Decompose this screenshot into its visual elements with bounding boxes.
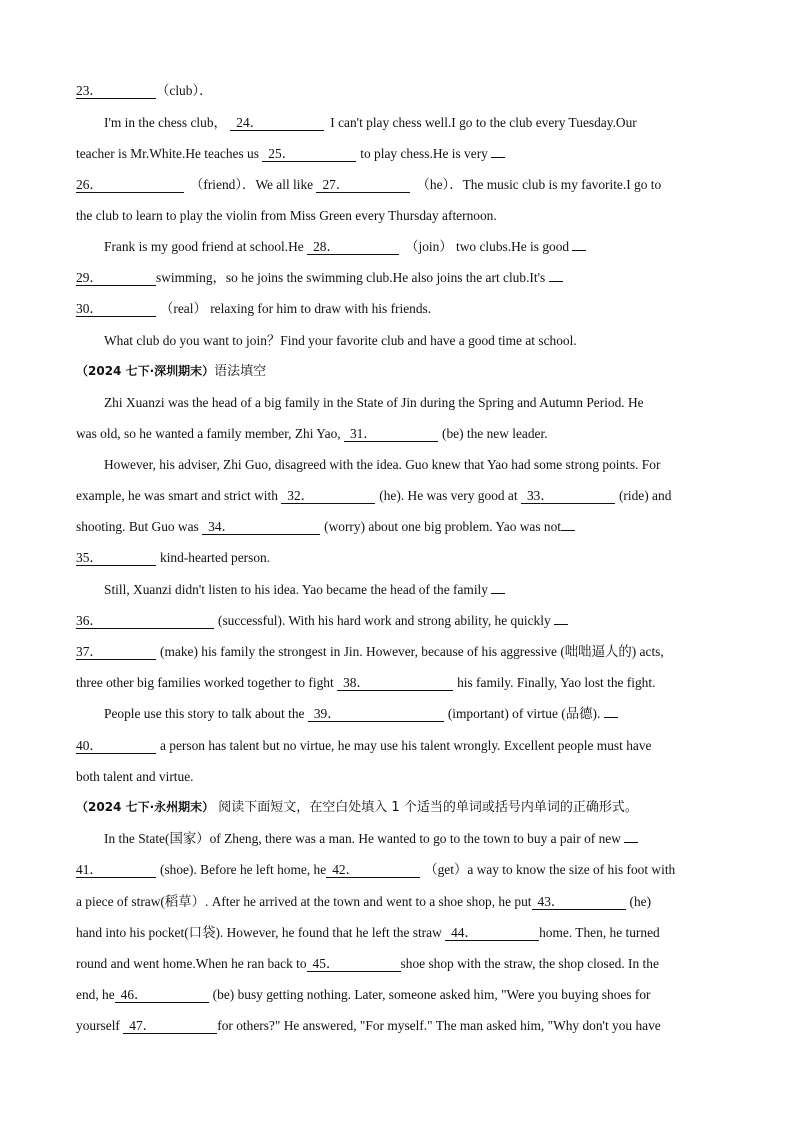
text-line: 36． (successful). With his hard work and strong ability, he quickly: [76, 605, 718, 636]
blank-continuation: [491, 581, 505, 594]
answer-blank-29[interactable]: 29．: [76, 270, 156, 286]
text-line: end, he 46． (be) busy getting nothing. Later, someone asked him, "Were you buying shoes for: [76, 987, 651, 1002]
answer-blank-40[interactable]: 40．: [76, 738, 156, 754]
text-line: 23． （club）．: [76, 83, 213, 98]
answer-blank-28[interactable]: 28．: [307, 239, 399, 255]
text-line: was old, so he wanted a family member, Zhi Yao, 31． (be) the new leader.: [76, 426, 548, 441]
blank-continuation: [554, 612, 568, 625]
text-line: In the State(国家）of Zheng, there was a man. He wanted to go to the town to buy a pair of new: [104, 823, 718, 854]
answer-blank-46[interactable]: 46．: [115, 987, 209, 1003]
blank-continuation: [604, 705, 618, 718]
answer-blank-24[interactable]: 24．: [230, 115, 324, 131]
text-line: Zhi Xuanzi was the head of a big family in the State of Jin during the Spring and Autumn Period. He: [104, 395, 644, 410]
answer-blank-41[interactable]: 41．: [76, 862, 156, 878]
text-line: However, his adviser, Zhi Guo, disagreed with the idea. Guo knew that Yao had some strong points. For: [104, 457, 661, 472]
answer-blank-45[interactable]: 45．: [307, 956, 401, 972]
text-line: hand into his pocket(口袋). However, he found that he left the straw 44． home. Then, he turned: [76, 925, 660, 940]
blank-continuation: [572, 238, 586, 251]
blank-continuation: [561, 518, 575, 531]
section-heading: （2024 七下·深圳期末）语法填空: [76, 364, 267, 379]
answer-blank-32[interactable]: 32．: [281, 488, 375, 504]
answer-blank-44[interactable]: 44．: [445, 925, 539, 941]
text-line: a piece of straw(稻草）. After he arrived at the town and went to a shoe shop, he put 43． (he): [76, 894, 652, 909]
text-line: 29． swimming，so he joins the swimming club.He also joins the art club.It's: [76, 262, 718, 293]
answer-blank-37[interactable]: 37．: [76, 644, 156, 660]
text-line: yourself 47． for others?" He answered, "For myself." The man asked him, "Why don't you have: [76, 1018, 661, 1033]
text-line: 26． （friend）．We all like 27． （he）．The music club is my favorite.I go to: [76, 177, 662, 192]
answer-blank-43[interactable]: 43．: [532, 894, 626, 910]
section-heading: （2024 七下·永州期末） 阅读下面短文，在空白处填入 1 个适当的单词或括号内单词的正确形式。: [76, 800, 638, 815]
answer-blank-23[interactable]: 23．: [76, 83, 156, 99]
text-line: both talent and virtue.: [76, 769, 194, 784]
answer-blank-31[interactable]: 31．: [344, 426, 438, 442]
blank-continuation: [624, 830, 638, 843]
text-line: 30． （real） relaxing for him to draw with his friends.: [76, 301, 432, 316]
text-line: 41． (shoe). Before he left home, he 42． （get）a way to know the size of his foot with: [76, 862, 676, 877]
answer-blank-38[interactable]: 38．: [337, 675, 453, 691]
answer-blank-35[interactable]: 35．: [76, 550, 156, 566]
answer-blank-30[interactable]: 30．: [76, 301, 156, 317]
text-line: shooting. But Guo was 34． (worry) about one big problem. Yao was not: [76, 511, 718, 542]
answer-blank-47[interactable]: 47．: [123, 1018, 217, 1034]
text-line: example, he was smart and strict with 32． (he). He was very good at 33． (ride) and: [76, 488, 672, 503]
text-line: 37． (make) his family the strongest in Jin. However, because of his aggressive (咄咄逼人的) acts,: [76, 644, 664, 659]
text-line: Frank is my good friend at school.He 28． （join） two clubs.He is good: [104, 231, 718, 262]
text-line: teacher is Mr.White.He teaches us 25． to play chess.He is very: [76, 138, 718, 169]
answer-blank-39[interactable]: 39．: [308, 706, 444, 722]
text-line: I'm in the chess club， 24． I can't play chess well.I go to the club every Tuesday.Our: [104, 115, 637, 130]
blank-continuation: [549, 269, 563, 282]
answer-blank-33[interactable]: 33．: [521, 488, 615, 504]
text-line: Still, Xuanzi didn't listen to his idea. Yao became the head of the family: [104, 574, 718, 605]
text-line: 40． a person has talent but no virtue, he may use his talent wrongly. Excellent people must have: [76, 738, 652, 753]
answer-blank-26[interactable]: 26．: [76, 177, 184, 193]
text-line: What club do you want to join？Find your favorite club and have a good time at school.: [104, 333, 577, 348]
answer-blank-36[interactable]: 36．: [76, 613, 214, 629]
answer-blank-42[interactable]: 42．: [326, 862, 420, 878]
text-line: People use this story to talk about the 39． (important) of virtue (品德).: [104, 698, 718, 729]
text-line: the club to learn to play the violin from Miss Green every Thursday afternoon.: [76, 208, 497, 223]
answer-blank-27[interactable]: 27．: [316, 177, 410, 193]
answer-blank-34[interactable]: 34．: [202, 519, 320, 535]
text-line: round and went home.When he ran back to 45． shoe shop with the straw, the shop closed. In the: [76, 956, 659, 971]
answer-blank-25[interactable]: 25．: [262, 146, 356, 162]
text-line: three other big families worked together to fight 38． his family. Finally, Yao lost the fight.: [76, 675, 656, 690]
blank-continuation: [491, 145, 505, 158]
text-line: 35． kind-hearted person.: [76, 550, 271, 565]
